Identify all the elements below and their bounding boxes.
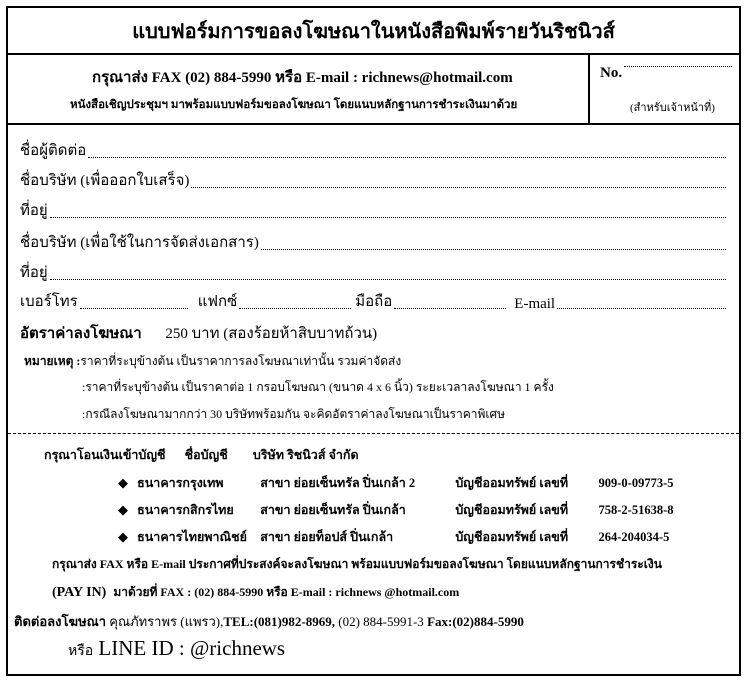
staff-number-line[interactable] xyxy=(624,65,732,67)
staff-note: (สำหรับเจ้าหน้าที่) xyxy=(630,102,715,114)
form-frame xyxy=(6,6,741,676)
account-number: 758-2-51638-8 xyxy=(598,503,674,517)
line-id-row xyxy=(68,636,285,662)
diamond-bullet-icon: ◆ xyxy=(118,502,128,517)
contact-name: คุณภัทราพร (แพรว), xyxy=(109,614,224,629)
company-docs-field[interactable] xyxy=(20,230,726,254)
account-type: บัญชีออมทรัพย์ เลขที่ xyxy=(455,503,569,517)
bank-branch: สาขา ย่อยเซ็นทรัล ปิ่นเกล้า xyxy=(260,503,406,517)
address2-line[interactable] xyxy=(50,278,726,280)
line-id[interactable]: LINE ID : @richnews xyxy=(98,636,286,660)
rate-value: 250 บาท (สองร้อยห้าสิบบาทถ้วน) xyxy=(165,326,378,342)
fax-label: แฟกซ์ xyxy=(197,294,238,310)
note-1: ราคาที่ระบุข้างต้น เป็นราคาการลงโฆษณาเท่านั้น รวมค่าจัดส่ง xyxy=(80,354,402,368)
dashed-divider xyxy=(8,433,739,434)
contact-fax: Fax:(02)884-5990 xyxy=(427,614,524,629)
bank-name: ธนาคารกรุงเทพ xyxy=(137,476,224,490)
form-title: แบบฟอร์มการขอลงโฆษณาในหนังสือพิมพ์รายวันริชนิวส์ xyxy=(8,8,739,55)
bank-branch: สาขา ย่อยเซ็นทรัล ปิ่นเกล้า 2 xyxy=(260,476,416,490)
rate-row xyxy=(20,321,377,345)
company-docs-line[interactable] xyxy=(261,248,726,250)
bank-row xyxy=(118,473,674,493)
company-receipt-field[interactable] xyxy=(20,168,726,192)
notes-row-1 xyxy=(24,352,401,371)
note-3: :กรณีลงโฆษณามากกว่า 30 บริษัทพร้อมกัน จะคิดอัตราค่าลงโฆษณาเป็นราคาพิเศษ xyxy=(82,407,506,421)
address1-field[interactable] xyxy=(20,198,726,222)
contact-tel2: (02) 884-5991-3 xyxy=(338,614,424,629)
mobile-line[interactable] xyxy=(394,307,506,309)
fax-line[interactable] xyxy=(239,307,351,309)
email-line[interactable] xyxy=(557,307,726,309)
contact-numbers-row xyxy=(20,289,726,313)
contact-line[interactable] xyxy=(88,156,726,158)
account-number: 264-204034-5 xyxy=(598,530,670,544)
bank-name: ธนาคารไทยพาณิชย์ xyxy=(137,530,247,544)
bank-branch: สาขา ย่อยท็อปส์ ปิ่นเกล้า xyxy=(260,530,394,544)
pay-in-label: (PAY IN) xyxy=(52,585,107,600)
header-divider xyxy=(8,123,739,125)
footer-send-line-1: กรุณาส่ง FAX หรือ E-mail ประกาศที่ประสงค์จะลงโฆษณา พร้อมแบบฟอร์มขอลงโฆษณา โดยแนบหลักฐานการชำระเงิน xyxy=(52,557,662,571)
phone-line[interactable] xyxy=(80,307,188,309)
attach-instruction: หนังสือเชิญประชุมฯ มาพร้อมแบบฟอร์มขอลงโฆษณา โดยแนบหลักฐานการชำระเงินมาด้วย xyxy=(70,99,518,111)
company-receipt-label: ชื่อบริษัท (เพื่อออกใบเสร็จ) xyxy=(20,173,190,189)
diamond-bullet-icon: ◆ xyxy=(118,475,128,490)
footer-send-line-2: มาด้วยที่ FAX : (02) 884-5990 หรือ E-mail : richnews @hotmail.com xyxy=(113,585,460,599)
rate-label: อัตราค่าลงโฆษณา xyxy=(20,326,142,342)
bank-name: ธนาคารกสิกรไทย xyxy=(137,503,234,517)
send-instruction: กรุณาส่ง FAX (02) 884-5990 หรือ E-mail : richnews@hotmail.com xyxy=(92,70,513,86)
bank-row xyxy=(118,500,674,520)
contact-label: ติดต่อลงโฆษณา xyxy=(14,614,107,629)
phone-label: เบอร์โทร xyxy=(20,294,78,310)
contact-tel: TEL:(081)982-8969, xyxy=(223,614,335,629)
account-name-label: ชื่อบัญชี xyxy=(184,448,228,462)
account-number: 909-0-09773-5 xyxy=(598,476,674,490)
account-name: บริษัท ริชนิวส์ จำกัด xyxy=(252,448,359,462)
company-docs-label: ชื่อบริษัท (เพื่อใช้ในการจัดส่งเอกสาร) xyxy=(20,235,259,251)
transfer-intro-row xyxy=(44,445,359,465)
address2-label: ที่อยู่ xyxy=(20,265,48,281)
address1-line[interactable] xyxy=(50,216,726,218)
line-prefix: หรือ xyxy=(68,644,94,659)
notes-label: หมายเหตุ : xyxy=(24,354,81,368)
note-2: :ราคาที่ระบุข้างต้น เป็นราคาต่อ 1 กรอบโฆษณา (ขนาด 4 x 6 นิ้ว) ระยะเวลาลงโฆษณา 1 ครั้ง xyxy=(82,380,554,394)
staff-number-field xyxy=(600,65,732,82)
bank-row xyxy=(118,527,669,547)
contact-label: ชื่อผู้ติดต่อ xyxy=(20,143,87,159)
transfer-intro: กรุณาโอนเงินเข้าบัญชี xyxy=(44,448,166,462)
mobile-label: มือถือ xyxy=(355,294,393,310)
email-label: E-mail xyxy=(514,296,556,312)
contact-field[interactable] xyxy=(20,138,726,162)
footer-contact-row xyxy=(14,611,524,632)
address2-field[interactable] xyxy=(20,260,726,284)
footer-send-row-2 xyxy=(52,583,459,602)
diamond-bullet-icon: ◆ xyxy=(118,529,128,544)
account-type: บัญชีออมทรัพย์ เลขที่ xyxy=(455,476,569,490)
address1-label: ที่อยู่ xyxy=(20,203,48,219)
account-type: บัญชีออมทรัพย์ เลขที่ xyxy=(455,530,569,544)
company-receipt-line[interactable] xyxy=(191,186,726,188)
staff-number-label: No. xyxy=(600,65,623,81)
